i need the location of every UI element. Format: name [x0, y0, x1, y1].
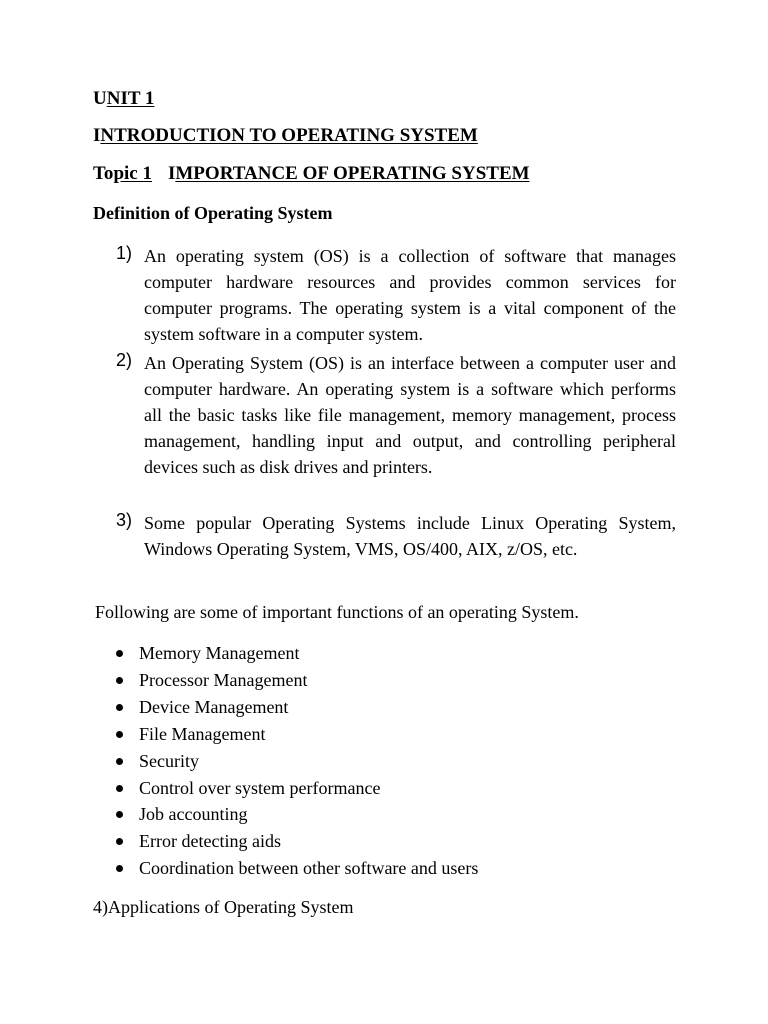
topic-title-underlined: MPORTANCE OF OPERATING SYSTEM	[175, 163, 530, 184]
chapter-title-underlined: NTRODUCTION TO OPERATING SYSTEM	[100, 125, 478, 146]
topic-label-underlined: pic 1	[113, 163, 152, 184]
topic-label-prefix: To	[93, 163, 114, 184]
list-marker: 1)	[116, 243, 133, 263]
list-item-text: Memory Management	[139, 643, 300, 663]
unit-heading-prefix: U	[93, 88, 107, 109]
list-item	[112, 667, 478, 694]
definition-heading: Definition of Operating System	[93, 203, 333, 223]
numbered-list-item-1	[112, 243, 676, 347]
functions-list	[112, 640, 478, 882]
list-item-text: Processor Management	[139, 669, 308, 690]
list-item-text: Some popular Operating Systems include Linux Operating System, Windows Operating System, VMS, OS/400, AIX, z/OS, etc.	[144, 513, 676, 559]
list-item	[112, 510, 676, 562]
chapter-title	[93, 125, 478, 147]
chapter-title-prefix: I	[93, 125, 101, 146]
bullet-icon	[116, 838, 123, 845]
list-item	[112, 828, 478, 855]
functions-intro: Following are some of important functions of an operating System.	[95, 602, 579, 622]
bullet-icon	[116, 811, 123, 818]
topic-heading	[93, 163, 530, 185]
numbered-list-item-3	[112, 510, 676, 562]
list-item-text: Job accounting	[139, 804, 248, 825]
bullet-icon	[116, 677, 123, 684]
list-item-text: Coordination between other software and users	[139, 858, 479, 879]
list-item	[112, 350, 676, 480]
list-item	[112, 855, 478, 882]
topic-title-prefix: I	[167, 163, 176, 184]
list-marker: 3)	[116, 510, 133, 530]
list-marker: 2)	[116, 350, 133, 370]
applications-heading: 4)Applications of Operating System	[93, 897, 354, 917]
list-item-text: Security	[139, 750, 199, 771]
bullet-icon	[116, 704, 123, 711]
list-item-text: Error detecting aids	[139, 831, 281, 852]
list-item	[112, 748, 478, 775]
list-item-text: File Management	[139, 723, 266, 744]
list-item	[112, 801, 478, 828]
numbered-list-item-2	[112, 350, 676, 480]
list-item-text: Device Management	[139, 696, 289, 717]
list-item	[112, 775, 478, 802]
list-item-text: An Operating System (OS) is an interface between a computer user and computer hardware. An operating system is a software which performs all the basic tasks like file management, memory management, process management, handling input and output, and controlling peripheral devices such as disk drives and printers.	[144, 353, 676, 477]
unit-heading	[93, 88, 154, 110]
list-item	[112, 721, 478, 748]
bullet-icon	[116, 758, 123, 765]
unit-heading-underlined: NIT 1	[106, 88, 155, 109]
list-item	[112, 243, 676, 347]
bullet-icon	[116, 731, 123, 738]
bullet-icon	[116, 785, 123, 792]
list-item-text: An operating system (OS) is a collection of software that manages computer hardware resources and provides common services for computer programs. The operating system is a vital component of the system software in a computer system.	[144, 246, 676, 344]
bullet-icon	[116, 865, 123, 872]
topic-title	[168, 163, 530, 184]
list-item	[112, 694, 478, 721]
list-item-text: Control over system performance	[139, 777, 381, 798]
bullet-icon	[116, 650, 123, 657]
list-item	[112, 640, 478, 667]
